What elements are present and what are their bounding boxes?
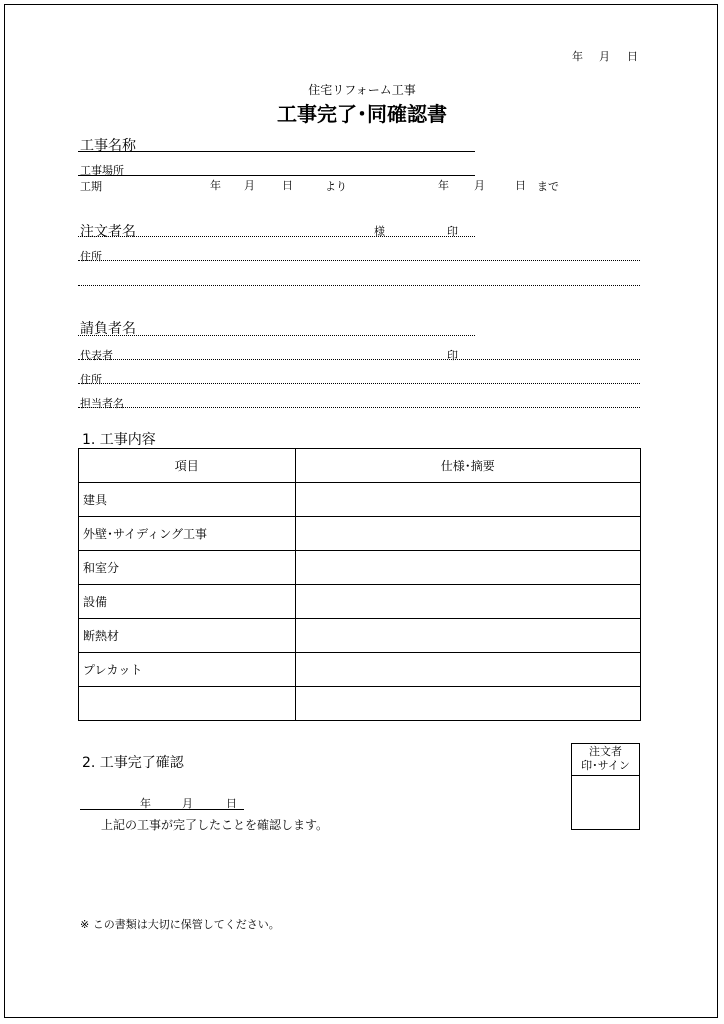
client-name-label: 注文者名 — [80, 224, 136, 240]
completion-date-year: 年 — [140, 797, 151, 810]
contractor-name-label: 請負者名 — [80, 321, 136, 337]
work-content-table — [78, 448, 641, 721]
period-start-day: 日 — [282, 179, 293, 192]
contractor-address-label: 住所 — [80, 373, 102, 386]
table-row — [79, 517, 641, 551]
contractor-name-line — [78, 335, 475, 336]
staff-label: 担当者名 — [80, 397, 124, 410]
table-row — [79, 483, 641, 517]
period-start-year: 年 — [210, 179, 221, 192]
section1-heading: 1. 工事内容 — [82, 432, 156, 448]
period-end-suffix: まで — [537, 180, 559, 193]
section2-heading: 2. 工事完了確認 — [82, 755, 184, 771]
completion-date-line — [80, 809, 244, 810]
period-end-year: 年 — [438, 179, 449, 192]
completion-statement: 上記の工事が完了したことを確認します。 — [101, 818, 329, 832]
header-date-day: 日 — [627, 50, 638, 63]
representative-line — [78, 359, 640, 360]
table-row — [79, 619, 641, 653]
representative-label: 代表者 — [80, 349, 113, 362]
completion-date-day: 日 — [226, 797, 237, 810]
row-item-cell: 設備 — [79, 585, 296, 619]
row-item-cell: プレカット — [79, 653, 296, 687]
column-header-item: 項目 — [79, 449, 296, 483]
row-spec-cell[interactable] — [295, 551, 640, 585]
row-item-cell: 和室分 — [79, 551, 296, 585]
header-date-month: 月 — [599, 50, 610, 63]
row-spec-cell[interactable] — [295, 483, 640, 517]
client-stamp-box — [571, 743, 640, 830]
stamp-box-line1: 注文者 — [589, 745, 622, 758]
client-honorific: 様 — [374, 225, 385, 238]
period-start-month: 月 — [244, 179, 255, 192]
row-item-cell: 断熱材 — [79, 619, 296, 653]
period-label: 工期 — [80, 180, 102, 193]
period-start-suffix: より — [325, 180, 347, 193]
table-header-row — [79, 449, 641, 483]
footer-note: ※ この書類は大切に保管してください。 — [80, 918, 280, 931]
contractor-address-line — [78, 383, 640, 384]
client-address-line-1 — [78, 260, 640, 261]
document-title: 工事完了･同確認書 — [277, 102, 447, 126]
column-header-spec: 仕様･摘要 — [295, 449, 640, 483]
table-row — [79, 551, 641, 585]
table-row — [79, 687, 641, 721]
stamp-box-line2: 印･サイン — [581, 759, 630, 772]
document-subtitle: 住宅リフォーム工事 — [308, 83, 416, 97]
project-name-label: 工事名称 — [80, 138, 136, 154]
period-end-day: 日 — [515, 179, 526, 192]
row-spec-cell[interactable] — [295, 687, 640, 721]
table-row — [79, 653, 641, 687]
completion-date-month: 月 — [182, 797, 193, 810]
row-item-cell: 外壁･サイディング工事 — [79, 517, 296, 551]
row-spec-cell[interactable] — [295, 619, 640, 653]
table-row — [79, 585, 641, 619]
header-date-year: 年 — [572, 50, 583, 63]
representative-seal: 印 — [447, 349, 458, 362]
client-name-line — [78, 236, 475, 237]
period-end-month: 月 — [474, 179, 485, 192]
client-address-line-2 — [78, 285, 640, 286]
client-address-label: 住所 — [80, 250, 102, 263]
row-spec-cell[interactable] — [295, 653, 640, 687]
project-name-line — [78, 151, 475, 152]
project-site-label: 工事場所 — [80, 164, 124, 177]
staff-line — [78, 407, 640, 408]
row-item-cell: 建具 — [79, 483, 296, 517]
client-seal: 印 — [447, 225, 458, 238]
row-spec-cell[interactable] — [295, 517, 640, 551]
stamp-box-header — [572, 744, 639, 776]
row-spec-cell[interactable] — [295, 585, 640, 619]
project-site-line — [78, 175, 475, 176]
row-item-cell[interactable] — [79, 687, 296, 721]
